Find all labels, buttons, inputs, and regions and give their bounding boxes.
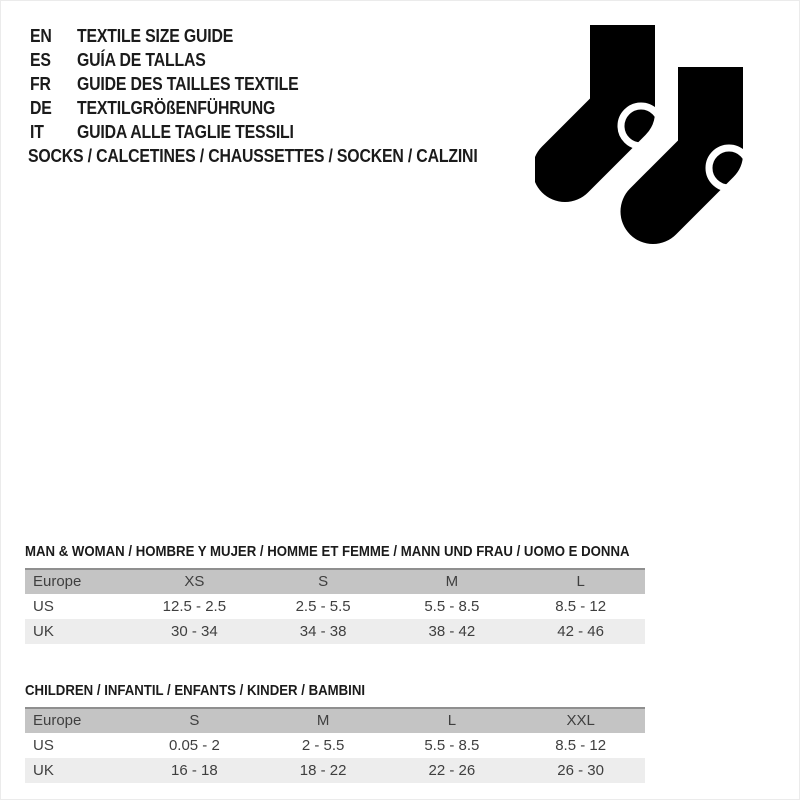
language-code: DE	[30, 97, 52, 118]
sock-right	[653, 67, 749, 212]
size-cell: 8.5 - 12	[555, 737, 607, 754]
header-cell-xs: XS	[184, 573, 205, 590]
row-label: UK	[33, 623, 54, 640]
adults-size-table	[25, 568, 645, 644]
adults-row-us	[25, 594, 645, 619]
row-label: US	[33, 737, 54, 754]
children-size-section	[25, 682, 645, 783]
language-text: GUIDA ALLE TAGLIE TESSILI	[77, 121, 294, 142]
size-cell: 16 - 18	[171, 762, 218, 779]
size-cell: 18 - 22	[299, 762, 347, 779]
size-cell: 2 - 5.5	[301, 737, 345, 754]
children-section-title: CHILDREN / INFANTIL / ENFANTS / KINDER / BAMBINI	[25, 682, 366, 699]
language-text: GUIDE DES TAILLES TEXTILE	[77, 73, 299, 94]
children-row-uk	[25, 758, 645, 783]
header-cell-europe: Europe	[33, 573, 82, 590]
language-text: TEXTILE SIZE GUIDE	[77, 25, 234, 46]
language-row-es	[30, 48, 329, 72]
row-label: US	[33, 598, 54, 615]
language-row-en	[30, 24, 329, 48]
language-row-fr	[30, 72, 329, 96]
header-cell-s: S	[189, 712, 200, 729]
language-code: IT	[30, 121, 44, 142]
children-size-table	[25, 707, 645, 783]
sock-left	[565, 25, 661, 170]
language-code: ES	[30, 49, 51, 70]
language-row-it	[30, 120, 329, 144]
size-cell: 2.5 - 5.5	[295, 598, 351, 615]
size-cell: 34 - 38	[299, 623, 347, 640]
language-list	[30, 24, 329, 144]
adults-section-title: MAN & WOMAN / HOMBRE Y MUJER / HOMME ET FEMME / MANN UND FRAU / UOMO E DONNA	[25, 543, 630, 560]
language-row-de	[30, 96, 329, 120]
adults-row-uk	[25, 619, 645, 644]
header-cell-m: M	[445, 573, 459, 590]
size-cell: 38 - 42	[428, 623, 476, 640]
children-row-us	[25, 733, 645, 758]
header-cell-s: S	[318, 573, 329, 590]
language-text: TEXTILGRÖßENFÜHRUNG	[77, 97, 276, 118]
row-label: UK	[33, 762, 54, 779]
children-header-row	[25, 709, 645, 733]
adults-header-row	[25, 570, 645, 594]
size-cell: 22 - 26	[428, 762, 476, 779]
size-cell: 42 - 46	[557, 623, 604, 640]
size-cell: 26 - 30	[557, 762, 604, 779]
size-cell: 12.5 - 2.5	[162, 598, 227, 615]
header-cell-l: L	[576, 573, 585, 590]
size-cell: 0.05 - 2	[168, 737, 220, 754]
header-cell-xxl: XXL	[566, 712, 595, 729]
header-cell-europe: Europe	[33, 712, 82, 729]
size-cell: 5.5 - 8.5	[424, 737, 480, 754]
language-code: FR	[30, 73, 51, 94]
size-cell: 30 - 34	[171, 623, 218, 640]
adults-size-section	[25, 543, 645, 644]
size-cell: 8.5 - 12	[555, 598, 607, 615]
language-text: GUÍA DE TALLAS	[77, 49, 206, 70]
product-category-title	[28, 146, 539, 167]
language-code: EN	[30, 25, 52, 46]
socks-icon	[535, 18, 765, 248]
header-cell-m: M	[316, 712, 330, 729]
size-cell: 5.5 - 8.5	[424, 598, 480, 615]
header-cell-l: L	[447, 712, 457, 729]
product-category-text: SOCKS / CALCETINES / CHAUSSETTES / SOCKEN / CALZINI	[28, 146, 478, 166]
